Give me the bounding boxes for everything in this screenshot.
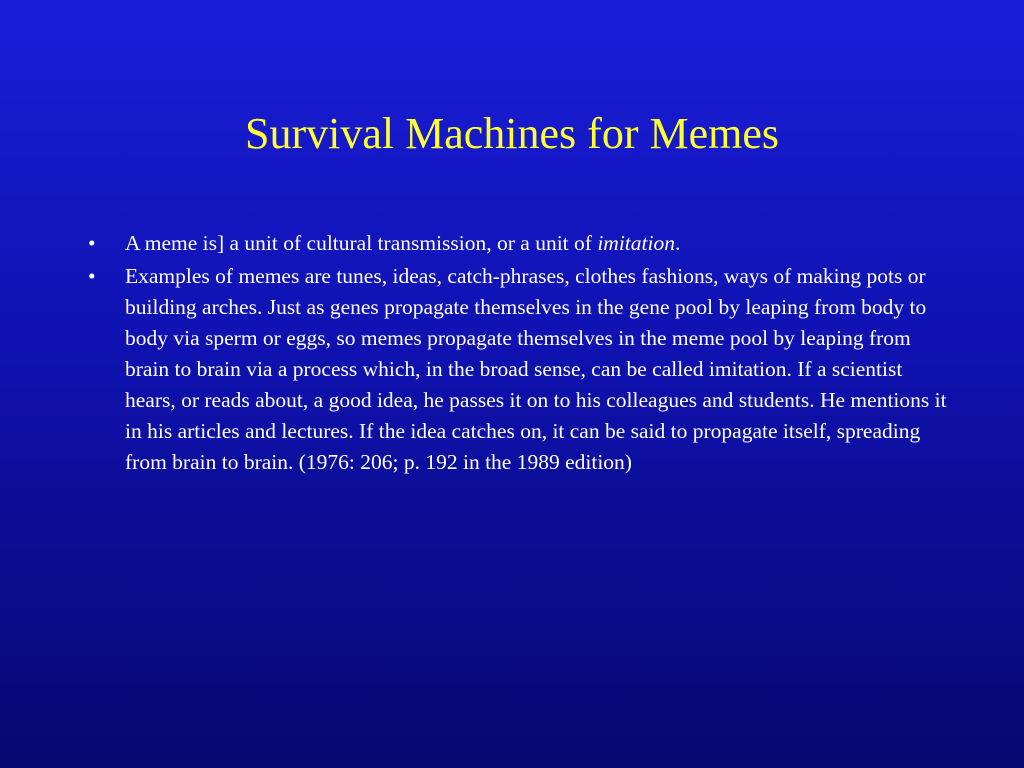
bullet-icon: • bbox=[88, 231, 96, 255]
bullet-text-italic: imitation bbox=[597, 231, 675, 255]
bullet-icon: • bbox=[88, 264, 96, 288]
slide-title: Survival Machines for Memes bbox=[245, 109, 779, 158]
bullet-text: Examples of memes are tunes, ideas, catch-phrases, clothes fashions, ways of making pots or building arches. Just as genes propagate themselves in the gene pool by leaping from body to body via sperm or eggs, so memes propagate themselves in the meme pool by leaping from brain to brain via a process which, in the broad sense, can be called imitation. If a scientist hears, or reads about, a good idea, he passes it on to his colleagues and students. He mentions it in his articles and lectures. If the idea catches on, it can be said to propagate itself, spreading from brain to brain. (1976: 206; p. 192 in the 1989 edition) bbox=[125, 264, 947, 474]
bullet-item-meme-examples bbox=[88, 261, 948, 478]
bullet-text-after: . bbox=[674, 231, 681, 255]
bullet-list bbox=[88, 228, 948, 480]
bullet-text-before: A meme is] a unit of cultural transmission, or a unit of bbox=[125, 231, 598, 255]
bullet-item-meme-definition bbox=[88, 228, 948, 259]
